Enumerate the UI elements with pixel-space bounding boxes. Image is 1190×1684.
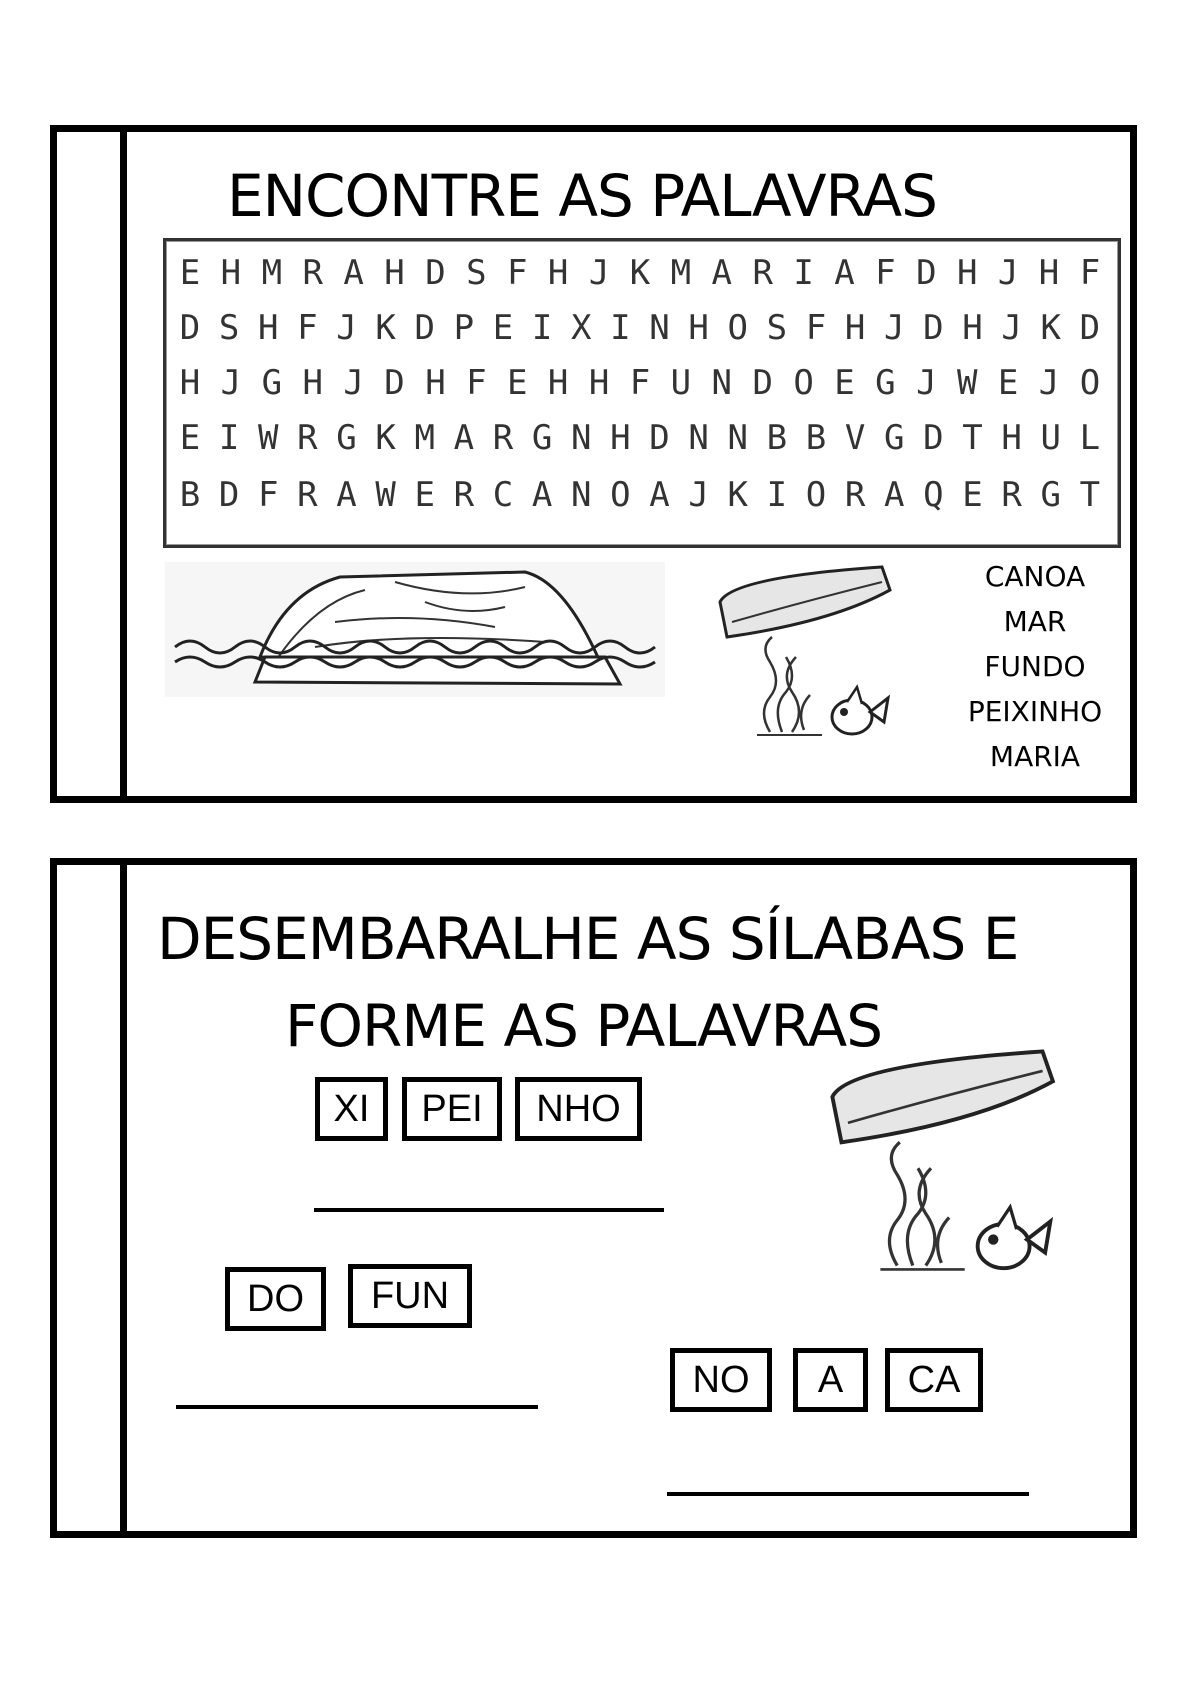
word-list-item: MAR — [1003, 605, 1067, 638]
grid-letter: H — [962, 308, 983, 348]
grid-letter: G — [261, 363, 283, 403]
grid-letter: I — [610, 308, 631, 348]
grid-letter: A — [649, 475, 670, 515]
grid-letter: S — [466, 253, 487, 293]
grid-letter: N — [688, 418, 709, 458]
grid-letter: N — [649, 308, 670, 348]
grid-letter: G — [884, 418, 905, 458]
grid-letter: R — [844, 475, 866, 515]
grid-letter: H — [588, 363, 610, 403]
grid-letter: J — [884, 308, 905, 348]
grid-letter: E — [834, 363, 855, 403]
grid-letter: H — [956, 253, 978, 293]
grid-letter: F — [297, 308, 318, 348]
grid-letter: H — [610, 418, 631, 458]
grid-letter: R — [1001, 475, 1022, 515]
grid-letter: R — [752, 253, 773, 293]
grid-letter: N — [727, 418, 748, 458]
grid-letter: I — [218, 418, 240, 458]
grid-letter: K — [375, 308, 396, 348]
word-list-item: CANOA — [984, 560, 1086, 593]
grid-letter: J — [220, 363, 242, 403]
grid-letter: N — [711, 363, 733, 403]
grid-letter: A — [336, 475, 357, 515]
syllable-tile: A — [793, 1348, 868, 1412]
grid-letter: F — [507, 253, 528, 293]
panel-spine — [57, 865, 127, 1531]
grid-letter: K — [1040, 308, 1061, 348]
grid-letter: E — [414, 475, 435, 515]
grid-letter: H — [220, 253, 242, 293]
grid-letter: W — [258, 418, 279, 458]
word-search-panel — [50, 125, 1137, 803]
grid-letter: K — [629, 253, 651, 293]
grid-letter: H — [302, 363, 323, 403]
grid-row — [176, 363, 1104, 403]
grid-letter: B — [805, 418, 827, 458]
grid-letter: G — [531, 418, 553, 458]
grid-letter: D — [425, 253, 446, 293]
grid-letter: O — [805, 475, 827, 515]
grid-letter: J — [588, 253, 610, 293]
grid-letter: A — [884, 475, 905, 515]
grid-letter: J — [343, 363, 364, 403]
grid-letter: C — [492, 475, 514, 515]
syllable-tile: NO — [670, 1348, 772, 1412]
grid-letter: D — [179, 308, 201, 348]
grid-letter: X — [571, 308, 592, 348]
grid-letter: H — [688, 308, 709, 348]
grid-letter: G — [1040, 475, 1061, 515]
grid-letter: H — [1038, 253, 1060, 293]
grid-letter: K — [727, 475, 748, 515]
grid-letter: E — [962, 475, 983, 515]
grid-letter: R — [297, 418, 318, 458]
syllable-title-line-2: FORME AS PALAVRAS — [285, 992, 883, 1060]
grid-letter: H — [547, 363, 569, 403]
grid-letter: A — [834, 253, 855, 293]
grid-letter: F — [629, 363, 651, 403]
grid-letter: G — [336, 418, 357, 458]
grid-letter: W — [956, 363, 978, 403]
word-list-item: MARIA — [989, 740, 1081, 773]
grid-letter: H — [547, 253, 569, 293]
grid-letter: J — [688, 475, 709, 515]
syllable-tile: PEI — [402, 1077, 502, 1141]
grid-letter: D — [414, 308, 435, 348]
grid-row — [176, 418, 1104, 458]
grid-letter: M — [414, 418, 435, 458]
grid-letter: M — [670, 253, 692, 293]
grid-letter: P — [453, 308, 475, 348]
grid-letter: G — [875, 363, 896, 403]
grid-letter: I — [766, 475, 788, 515]
grid-letter: I — [793, 253, 814, 293]
grid-letter: O — [1079, 363, 1101, 403]
grid-letter: F — [875, 253, 896, 293]
syllable-tile: FUN — [348, 1264, 472, 1328]
grid-letter: A — [531, 475, 553, 515]
grid-letter: H — [384, 253, 405, 293]
syllable-tile: DO — [225, 1267, 326, 1331]
grid-letter: D — [923, 418, 944, 458]
answer-line[interactable] — [667, 1492, 1029, 1496]
grid-letter: F — [466, 363, 487, 403]
grid-letter: D — [1079, 308, 1101, 348]
grid-letter: F — [1079, 253, 1101, 293]
grid-letter: J — [916, 363, 937, 403]
grid-row — [176, 253, 1104, 293]
grid-letter: D — [916, 253, 937, 293]
grid-letter: D — [649, 418, 670, 458]
grid-letter: O — [610, 475, 631, 515]
grid-letter: F — [258, 475, 279, 515]
grid-letter: J — [1001, 308, 1022, 348]
grid-letter: J — [1038, 363, 1060, 403]
syllable-title-line-1: DESEMBARALHE AS SÍLABAS E — [157, 905, 1019, 973]
grid-letter: F — [805, 308, 827, 348]
syllable-panel — [50, 858, 1137, 1538]
grid-letter: N — [571, 418, 592, 458]
grid-letter: J — [336, 308, 357, 348]
grid-letter: H — [258, 308, 279, 348]
grid-letter: H — [844, 308, 866, 348]
word-list — [950, 554, 1120, 779]
grid-letter: A — [711, 253, 733, 293]
grid-letter: D — [218, 475, 240, 515]
grid-letter: T — [962, 418, 983, 458]
syllable-tile: NHO — [515, 1077, 642, 1141]
answer-line[interactable] — [314, 1208, 664, 1212]
syllable-tile: CA — [885, 1348, 983, 1412]
canoe-seaweed-fish-icon — [822, 1045, 1062, 1285]
grid-letter: W — [375, 475, 396, 515]
grid-letter: E — [492, 308, 514, 348]
grid-letter: S — [766, 308, 788, 348]
grid-letter: E — [179, 253, 201, 293]
grid-letter: A — [453, 418, 475, 458]
answer-line[interactable] — [176, 1405, 538, 1409]
grid-letter: V — [844, 418, 866, 458]
grid-letter: R — [297, 475, 318, 515]
word-list-item: PEIXINHO — [967, 695, 1103, 728]
grid-letter: R — [302, 253, 323, 293]
grid-letter: N — [571, 475, 592, 515]
grid-letter: H — [179, 363, 201, 403]
grid-letter: Q — [923, 475, 944, 515]
grid-letter: D — [752, 363, 773, 403]
syllable-tile: XI — [315, 1077, 388, 1141]
grid-row — [176, 475, 1104, 515]
grid-letter: B — [179, 475, 201, 515]
grid-letter: O — [727, 308, 748, 348]
grid-letter: E — [997, 363, 1019, 403]
grid-letter: E — [507, 363, 528, 403]
word-search-title: ENCONTRE AS PALAVRAS — [227, 162, 937, 230]
grid-letter: L — [1079, 418, 1101, 458]
grid-letter: E — [179, 418, 201, 458]
grid-letter: H — [1001, 418, 1022, 458]
grid-row — [176, 308, 1104, 348]
word-search-grid — [163, 238, 1121, 548]
grid-letter: B — [766, 418, 788, 458]
grid-letter: R — [492, 418, 514, 458]
grid-letter: S — [218, 308, 240, 348]
grid-letter: D — [384, 363, 405, 403]
canoe-seaweed-fish-icon — [712, 562, 897, 747]
grid-letter: D — [923, 308, 944, 348]
boat-on-water-icon — [165, 562, 665, 712]
grid-letter: O — [793, 363, 814, 403]
grid-letter: H — [425, 363, 446, 403]
grid-letter: U — [670, 363, 692, 403]
panel-spine — [57, 132, 127, 796]
grid-letter: U — [1040, 418, 1061, 458]
grid-letter: I — [531, 308, 553, 348]
grid-letter: M — [261, 253, 283, 293]
grid-letter: K — [375, 418, 396, 458]
grid-letter: J — [997, 253, 1019, 293]
grid-letter: T — [1079, 475, 1101, 515]
word-list-item: FUNDO — [984, 650, 1086, 683]
grid-letter: R — [453, 475, 475, 515]
grid-letter: A — [343, 253, 364, 293]
